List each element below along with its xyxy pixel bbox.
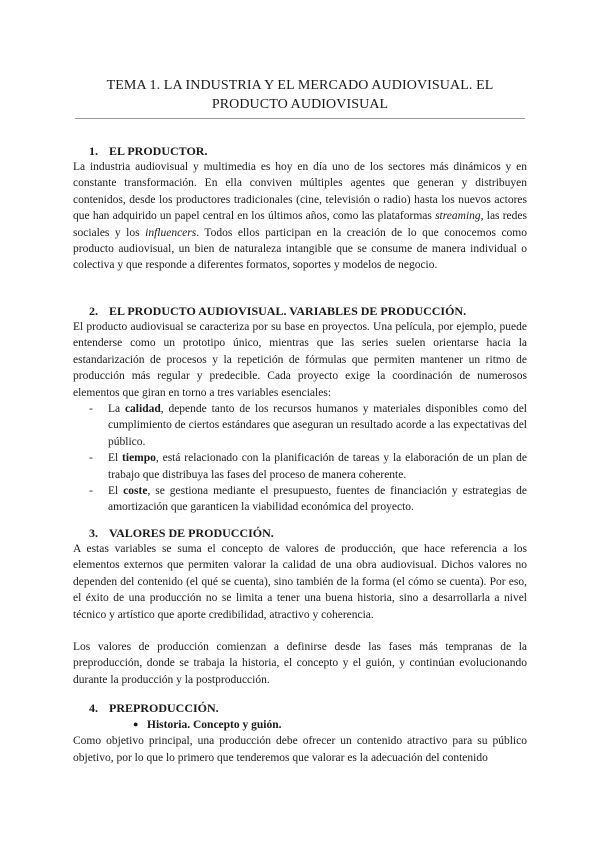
section-3-title: VALORES DE PRODUCCIÓN. [109, 526, 274, 540]
text-run: , se gestiona mediante el presupuesto, fuentes de financiación y estrategias de amortización que garanticen la viabilidad económica del proyecto. [108, 485, 527, 514]
list-item [73, 401, 527, 450]
dash-marker: - [89, 452, 93, 465]
text-run: . Todos ellos participan en la creación de lo que conocemos como producto audiovisual, un bien de naturaleza intangible que se consume de manera individual o colectiva y que responde a diferentes formatos, soportes y modelos de negocio. [73, 226, 527, 272]
section-1-paragraph [73, 159, 527, 274]
document-title: TEMA 1. LA INDUSTRIA Y EL MERCADO AUDIOVISUAL. EL PRODUCTO AUDIOVISUAL [106, 78, 494, 112]
bold-term: calidad [124, 403, 161, 416]
section-4-title: PREPRODUCCIÓN. [109, 701, 219, 715]
section-3-paragraph-1: A estas variables se suma el concepto de valores de producción, que hace referencia a los elementos externos que permiten valorar la calidad de una obra audiovisual. Dichos valores no dependen del contenido (el qué se cuenta), sino también de la forma (el cómo se cuenta). Por eso, el éxito de una producción no se limita a tener una buena historia, sino a desarrollarla a nivel técnico y artístico que aporte credibilidad, atractivo y coherencia. [73, 543, 527, 621]
list-item [73, 450, 527, 483]
section-2-paragraph: El producto audiovisual se caracteriza por su base en proyectos. Una película, por ejemplo, puede entenderse como un prototipo único, mientras que las series suelen orientarse hacia la estandarización de procesos y la repetición de fórmulas que permiten mantener un ritmo de producción más regular y predecible. Cada proyecto exige la coordinación de numerosos elementos que giran en torno a tres variables esenciales: [73, 321, 527, 399]
section-3-paragraph-2: Los valores de producción comienzan a definirse desde las fases más tempranas de la preproducción, donde se trabaja la historia, el concepto y el guión, y continúan evolucionando durante la producción y la postproducción. [73, 641, 527, 686]
section-4-paragraph: Como objetivo principal, una producción debe ofrecer un contenido atractivo para su público objetivo, por lo que lo primero que tenderemos que valorar es la adecuación del contenido [73, 735, 527, 764]
section-2 [73, 303, 527, 516]
section-1-title: EL PRODUCTOR. [109, 144, 208, 158]
text-run: , está relacionado con la planificación de tareas y la elaboración de un plan de trabajo que distribuya las fases del proceso de manera coherente. [108, 452, 527, 481]
bold-term: coste [123, 485, 148, 498]
variables-list [73, 401, 527, 516]
section-2-heading [73, 303, 527, 319]
section-4 [73, 700, 527, 766]
section-1-number: 1. [89, 144, 98, 158]
section-1-heading [73, 143, 527, 159]
section-3-heading [73, 525, 527, 541]
section-4-heading [73, 700, 527, 716]
text-run: , depende tanto de los recursos humanos y materiales disponibles como del cumplimiento de ciertos estándares que aseguran un resultado acorde a las expectativas del público. [108, 403, 527, 448]
list-item [73, 483, 527, 516]
title-divider [75, 118, 525, 119]
dash-marker: - [89, 403, 93, 416]
section-2-title: EL PRODUCTO AUDIOVISUAL. VARIABLES DE PRODUCCIÓN. [109, 304, 467, 318]
text-run: La [108, 403, 125, 416]
text-run: , las redes sociales y los [73, 210, 527, 239]
section-3-number: 3. [89, 526, 98, 540]
section-1 [73, 143, 527, 274]
section-3 [73, 525, 527, 688]
subheading-historia [73, 716, 527, 733]
text-run: El [108, 452, 123, 465]
section-4-number: 4. [89, 701, 98, 715]
text-run: La industria audiovisual y multimedia es hoy en día uno de los sectores más dinámicos y en constante transformación. En ella conviven múltiples agentes que generan y distribuyen contenidos, desde los productores tradicionales (cine, televisión o radio) hasta los nuevos actores que han adquirido un papel central en los últimos años, como las plataformas [73, 161, 527, 223]
dash-marker: - [89, 485, 93, 498]
section-2-number: 2. [89, 304, 98, 318]
emphasis-streaming: streaming [435, 210, 481, 223]
bold-term: tiempo [122, 452, 156, 465]
emphasis-influencers: influencers [145, 226, 197, 239]
subheading-text: Historia. Concepto y guión. [147, 719, 282, 731]
text-run: El [108, 485, 124, 498]
bullet-icon: ● [133, 719, 139, 729]
